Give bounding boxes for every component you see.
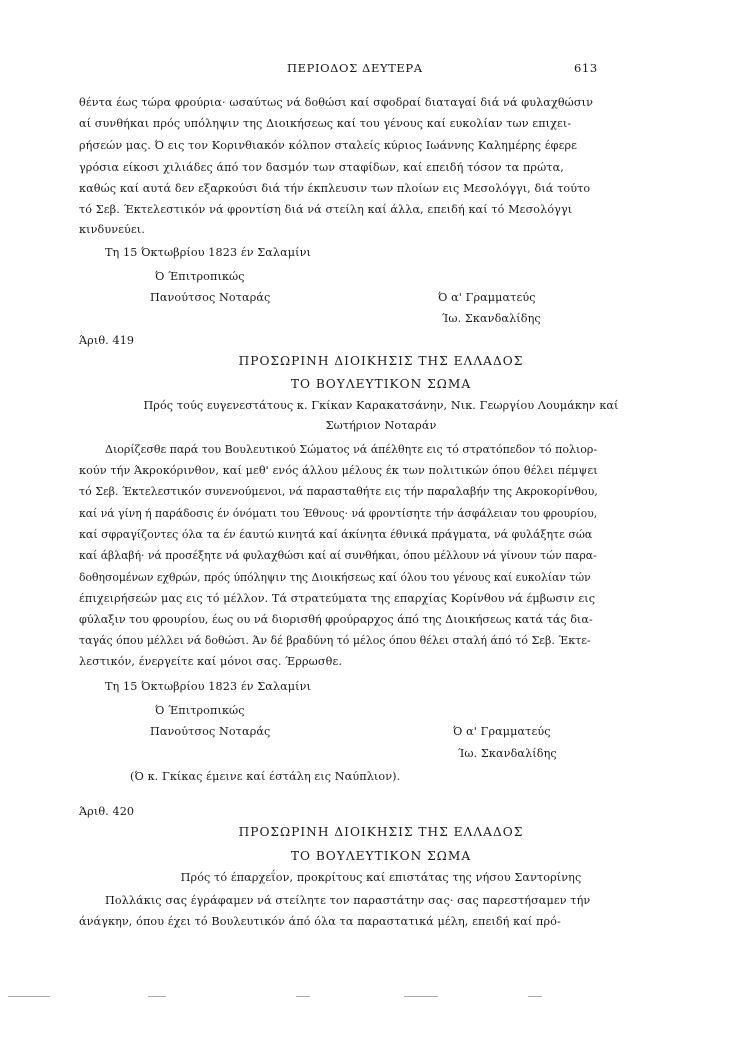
body-line: έπιχειρήσεών μας εις τό μέλλον. Τά στρατεύματα της επαρχίας Κορίνθου νά έμβωσιν εις — [79, 592, 596, 605]
running-header-title: ΠΕΡΙΟΔΟΣ ΔΕΥΤΕΡΑ — [287, 61, 423, 75]
signature-left-title: Ό Έπιτροπικώς — [155, 270, 245, 283]
body-line: δοθησομένων εχθρών, πρός ύπόληψιν της Διοικήσεως καί όλου του γένους καί ευκολίαν τών — [79, 571, 591, 584]
body-line: τό Σεβ. Έκτελεστικόν συνενούμενοι, νά παρασταθήτε εις τήν παραλαβήν της Ακροκορίνθου, — [79, 485, 598, 498]
body-line: καί άβλαβή· νά προσέξητε νά φυλαχθώσι καί αί συνθήκαι, όπου μέλλουν νά γίνουν τών παρα- — [79, 549, 597, 562]
page-number: 613 — [574, 61, 598, 75]
signature-right-title: Ό α' Γραμματεύς — [438, 291, 536, 304]
signature-left-name: Πανούτσος Νοταράς — [150, 725, 271, 738]
document-number: Άριθ. 419 — [79, 334, 135, 347]
document-number: Άριθ. 420 — [79, 805, 135, 818]
document-heading-body: ΤΟ ΒΟΥΛΕΥΤΙΚΟΝ ΣΩΜΑ — [290, 377, 472, 391]
body-line: ταγάς όπου μέλλει νά δοθώσι. Άν δέ βραδύνη τό μέλος όπου θέλει σταλή άπό τό Σεβ. Έκτε- — [79, 634, 591, 647]
address-line: Σωτήριον Νοταράν — [325, 419, 437, 432]
document-heading-body: ΤΟ ΒΟΥΛΕΥΤΙΚΟΝ ΣΩΜΑ — [290, 849, 472, 863]
address-line: Πρός τούς ευγενεστάτους κ. Γκίκαν Καρακατσάνην, Νικ. Γεωργίου Λουμάκην καί — [143, 399, 619, 412]
body-line: καί σφραγίζοντες όλα τα έν έαυτώ κινητά καί άκίνητα έθνικά πράγματα, νά φυλάξητε σώα — [79, 528, 593, 541]
body-line: καθώς καί αυτά δεν εξαρκούσι διά τήν έκπλευσιν των πλοίων εις Μεσολόγγι, διά τούτο — [79, 182, 591, 195]
document-heading-authority: ΠΡΟΣΩΡΙΝΗ ΔΙΟΙΚΗΣΙΣ ΤΗΣ ΕΛΛΑΔΟΣ — [238, 825, 524, 839]
document-heading-authority: ΠΡΟΣΩΡΙΝΗ ΔΙΟΙΚΗΣΙΣ ΤΗΣ ΕΛΛΑΔΟΣ — [238, 354, 524, 368]
body-line: λεστικόν, ένεργείτε καί μόνοι σας. Έρρωσθε. — [79, 655, 343, 668]
signature-right-title: Ό α' Γραμματεύς — [453, 725, 551, 738]
body-line: κινδυνεύει. — [79, 223, 145, 236]
signature-right-name: Ίω. Σκανδαλίδης — [458, 747, 557, 760]
body-line: αί συνθήκαι πρός υπόληψιν της Διοικήσεως καί του γένους καί ευκολίαν των επιχει- — [79, 117, 572, 130]
signature-left-title: Ό Έπιτροπικώς — [155, 704, 245, 717]
date-line: Τη 15 Όκτωβρίου 1823 έν Σαλαμίνι — [105, 246, 312, 259]
body-line: γρόσια είκοσι χιλιάδες άπό τον δασμόν των σταφίδων, καί επειδή τόσον τα πρώτα, — [79, 161, 564, 174]
body-line: Πολλάκις σας έγράφαμεν νά στείλητε τον παραστάτην σας· σας παρεστήσαμεν τήν — [105, 894, 591, 907]
body-line: άνάγκην, όπου έχει τό Βουλευτικόν άπό όλα τα παραστατικά μέλη, επειδή καί πρό- — [79, 915, 561, 928]
body-line: κούν τήν Άκροκόρινθον, καί μεθ' ενός άλλου μέλους έκ των πολιτικών όπου θέλει πέμψει — [79, 464, 598, 477]
body-line: φύλαξιν του φρουρίου, έως ου νά διορισθή φρούραρχος άπό της Διοικήσεως κατά τάς δια- — [79, 613, 593, 626]
signature-left-name: Πανούτσος Νοταράς — [150, 291, 271, 304]
body-line: τό Σεβ. Έκτελεστικόν νά φροντίση διά νά στείλη καί άλλα, επειδή καί τό Μεσολόγγι — [79, 203, 573, 216]
body-line: θέντα έως τώρα φρούρια· ωσαύτως νά δοθώσι καί σφοδραί διαταγαί διά νά φυλαχθώσιν — [79, 96, 594, 109]
body-line: Διορίζεσθε παρά του Βουλευτικού Σώματος νά άπέλθητε εις τό στρατόπεδον τό πολιορ- — [105, 443, 598, 456]
editorial-note: (Ό κ. Γκίκας έμεινε καί έστάλη εις Ναύπλιον). — [130, 770, 401, 783]
address-line: Πρός τό έπαρχεΐον, προκρίτους καί επιστάτας της νήσου Σαντορίνης — [180, 871, 582, 884]
body-line: καί νά γίνη ή παράδοσις έν όνόματι του Έθνους· νά φροντίσητε τήν άσφάλειαν του φρουρίου, — [79, 507, 598, 520]
signature-right-name: Ίω. Σκανδαλίδης — [442, 312, 541, 325]
date-line: Τη 15 Όκτωβρίου 1823 έν Σαλαμίνι — [105, 680, 312, 693]
body-line: ρήσεών μας. Ό εις τον Κορινθιακόν κόλπον σταλείς κύριος Ιωάννης Καλημέρης έφερε — [79, 139, 578, 152]
